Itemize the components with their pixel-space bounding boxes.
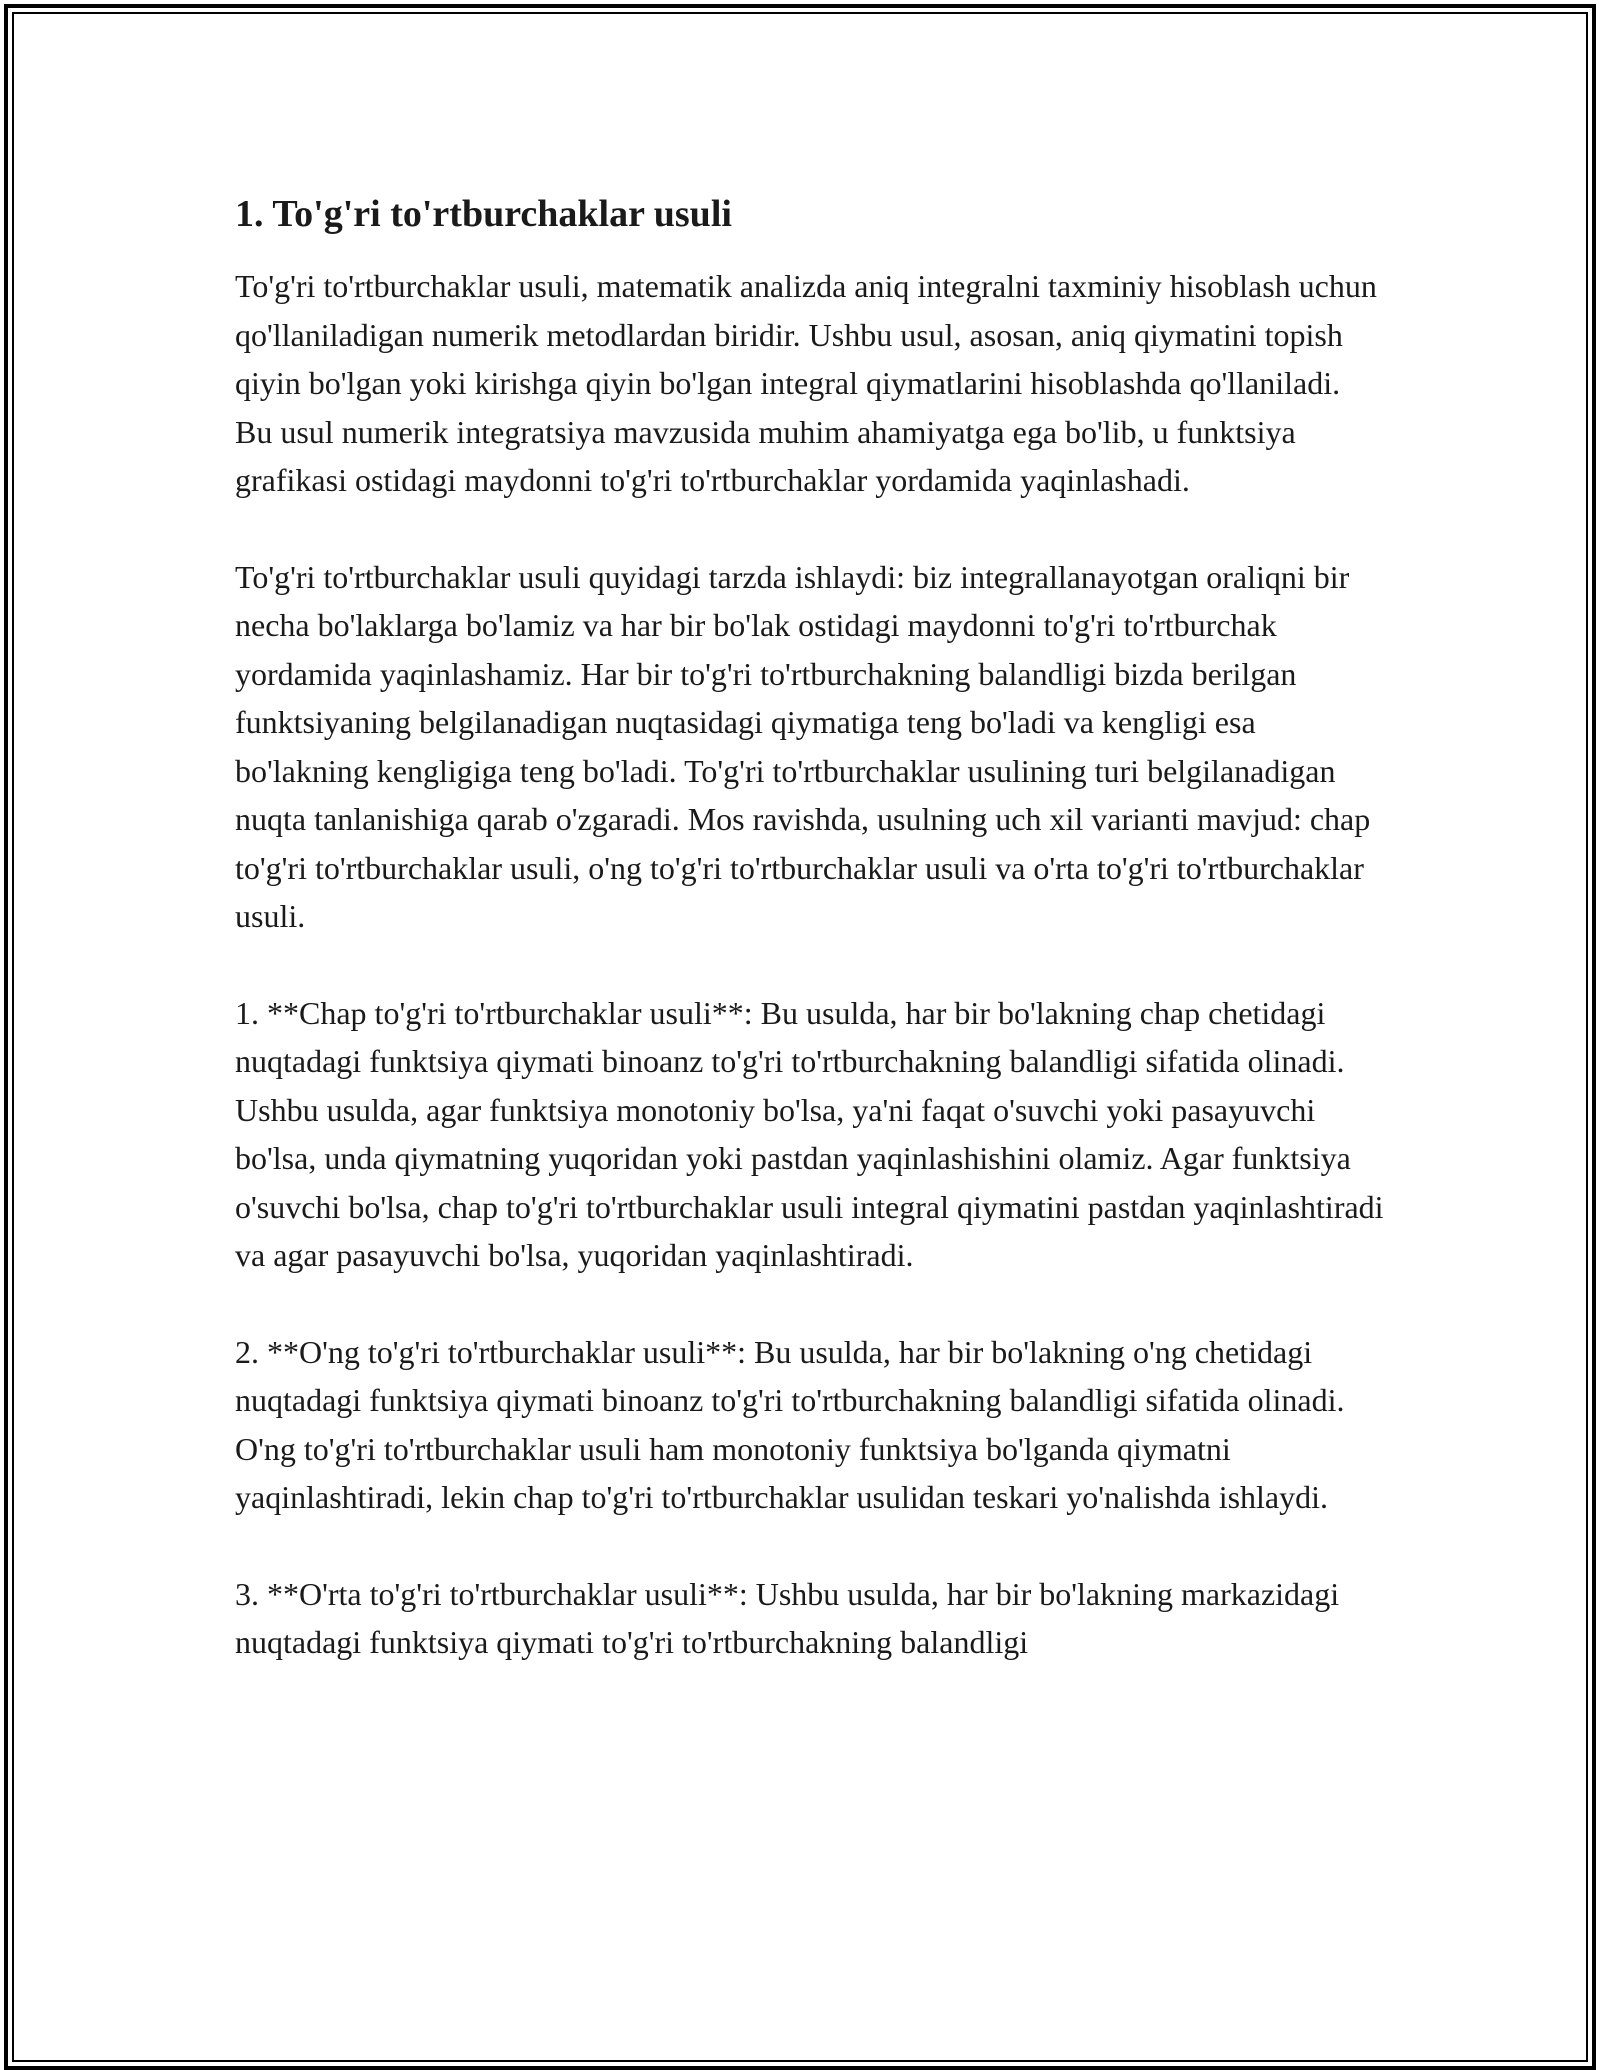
intro-paragraph: To'g'ri to'rtburchaklar usuli, matematik analizda aniq integralni taxminiy hisoblash uchun qo'llaniladigan numerik metodlardan biridir. Ushbu usul, asosan, aniq qiymatini topish qiyin bo'lgan yoki kirishga qiyin bo'lgan integral qiymatlarini hisoblashda qo'llaniladi. Bu usul numerik integratsiya mavzusida muhim ahamiyatga ega bo'lib, u funktsiya grafikasi ostidagi maydonni to'g'ri to'rtburchaklar yordamida yaqinlashadi.: [235, 268, 1377, 498]
left-rectangle-method-paragraph: 1. **Chap to'g'ri to'rtburchaklar usuli**: Bu usulda, har bir bo'lakning chap chetidagi nuqtadagi funktsiya qiymati binoanz to'g'ri to'rtburchakning balandligi sifatida olinadi. Ushbu usulda, agar funktsiya monotoniy bo'lsa, ya'ni faqat o'suvchi yoki pasayuvchi bo'lsa, unda qiymatning yuqoridan yoki pastdan yaqinlashishini olamiz. Agar funktsiya o'suvchi bo'lsa, chap to'g'ri to'rtburchaklar usuli integral qiymatini pastdan yaqinlashtiradi va agar pasayuvchi bo'lsa, yuqoridan yaqinlashtiradi.: [235, 994, 1384, 1273]
section-heading: 1. To'g'ri to'rtburchaklar usuli: [235, 193, 732, 235]
method-description-paragraph: To'g'ri to'rtburchaklar usuli quyidagi tarzda ishlaydi: biz integrallanayotgan oraliqni bir necha bo'laklarga bo'lamiz va har bir bo'lak ostidagi maydonni to'g'ri to'rtburchak yordamida yaqinlashamiz. Har bir to'g'ri to'rtburchakning balandligi bizda berilgan funktsiyaning belgilanadigan nuqtasidagi qiymatiga teng bo'ladi va kengligi esa bo'lakning kengligiga teng bo'ladi. To'g'ri to'rtburchaklar usulining turi belgilanadigan nuqta tanlanishiga qarab o'zgaradi. Mos ravishda, usulning uch xil varianti mavjud: chap to'g'ri to'rtburchaklar usuli, o'ng to'g'ri to'rtburchaklar usuli va o'rta to'g'ri to'rtburchaklar usuli.: [235, 558, 1371, 934]
midpoint-rectangle-method-paragraph: 3. **O'rta to'g'ri to'rtburchaklar usuli**: Ushbu usulda, har bir bo'lakning markazidagi nuqtadagi funktsiya qiymati to'g'ri to'rtburchakning balandligi: [235, 1575, 1340, 1660]
right-rectangle-method-paragraph: 2. **O'ng to'g'ri to'rtburchaklar usuli**: Bu usulda, har bir bo'lakning o'ng chetidagi nuqtadagi funktsiya qiymati binoanz to'g'ri to'rtburchakning balandligi sifatida olinadi. O'ng to'g'ri to'rtburchaklar usuli ham monotoniy funktsiya bo'lganda qiymatni yaqinlashtiradi, lekin chap to'g'ri to'rtburchaklar usulidan teskari yo'nalishda ishlaydi.: [235, 1333, 1345, 1515]
document-body: [235, 186, 1385, 1715]
